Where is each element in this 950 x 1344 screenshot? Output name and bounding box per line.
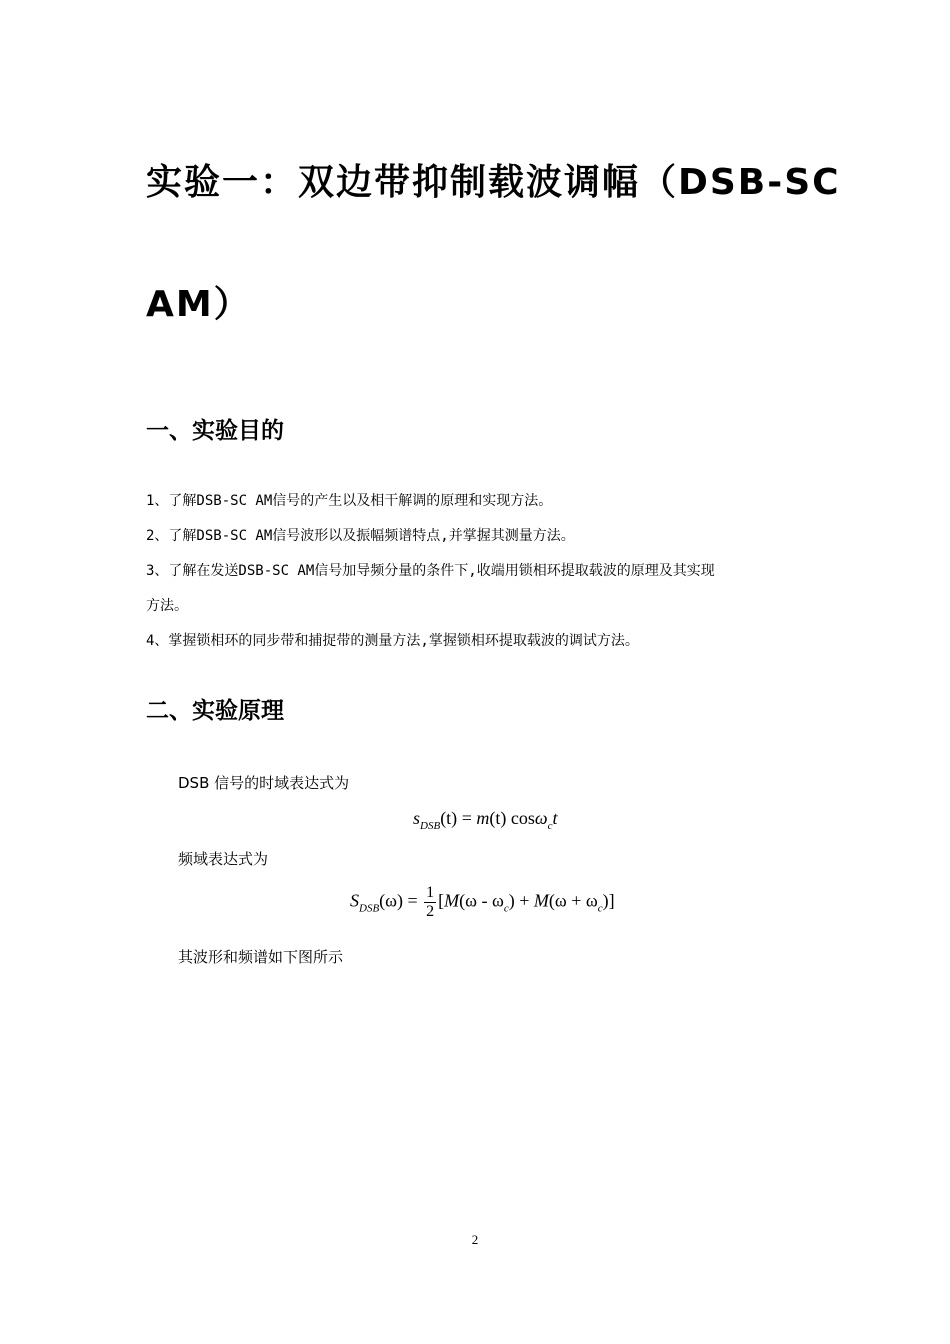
formula2-part3: ) + xyxy=(508,890,534,911)
formula2-c2: c xyxy=(597,902,603,915)
formula2-c1: c xyxy=(503,902,509,915)
formula-arg-t: (t) xyxy=(440,808,458,828)
freq-domain-formula xyxy=(350,884,615,921)
objective-item-3: 3、了解在发送DSB-SC AM信号加导频分量的条件下,收端用锁相环提取载波的原理及其实现 xyxy=(146,563,715,579)
objective-item-2: 2、了解DSB-SC AM信号波形以及振幅频谱特点,并掌握其测量方法。 xyxy=(146,528,575,544)
title-line-2: AM） xyxy=(146,284,252,325)
formula-omega-sub: c xyxy=(547,820,553,832)
section-heading-objectives: 一、实验目的 xyxy=(146,418,284,444)
formula2-M1: M xyxy=(444,890,460,911)
time-domain-formula xyxy=(413,808,557,832)
section-heading-principle: 二、实验原理 xyxy=(146,698,284,724)
formula2-arg: (ω) xyxy=(379,890,404,911)
formula2-M2: M xyxy=(533,890,549,911)
formula2-fraction xyxy=(424,884,436,921)
formula2-part5: )] xyxy=(602,890,615,911)
formula2-denominator: 2 xyxy=(426,903,435,920)
formula-m: m xyxy=(476,808,490,828)
formula-s: s xyxy=(413,808,421,828)
formula-m-arg: (t) xyxy=(489,808,507,828)
formula2-part2: (ω - ω xyxy=(459,890,504,911)
title-line-1: 实验一：双边带抑制载波调幅（DSB-SC xyxy=(146,162,841,203)
formula2-S: S xyxy=(350,890,359,911)
formula-t: t xyxy=(552,808,558,828)
formula-sub-dsb: DSB xyxy=(420,820,441,832)
formula2-sub-dsb: DSB xyxy=(359,902,380,915)
formula2-part1: [ xyxy=(438,890,445,911)
formula-cos: cos xyxy=(510,808,535,828)
formula-equals: = xyxy=(457,808,477,828)
formula2-numerator: 1 xyxy=(426,884,435,901)
figure-intro: 其波形和频谱如下图所示 xyxy=(178,948,344,966)
objective-item-1: 1、了解DSB-SC AM信号的产生以及相干解调的原理和实现方法。 xyxy=(146,493,553,509)
formula2-part4: (ω + ω xyxy=(548,890,598,911)
objective-item-3-continued: 方法。 xyxy=(146,598,188,614)
freq-domain-intro: 频域表达式为 xyxy=(178,850,269,868)
formula2-equals: = xyxy=(403,890,423,911)
page-number: 2 xyxy=(471,1232,479,1247)
objective-item-4: 4、掌握锁相环的同步带和捕捉带的测量方法,掌握锁相环提取载波的调试方法。 xyxy=(146,633,639,649)
formula-omega: ω xyxy=(534,808,548,828)
time-domain-intro: DSB 信号的时域表达式为 xyxy=(178,774,350,792)
